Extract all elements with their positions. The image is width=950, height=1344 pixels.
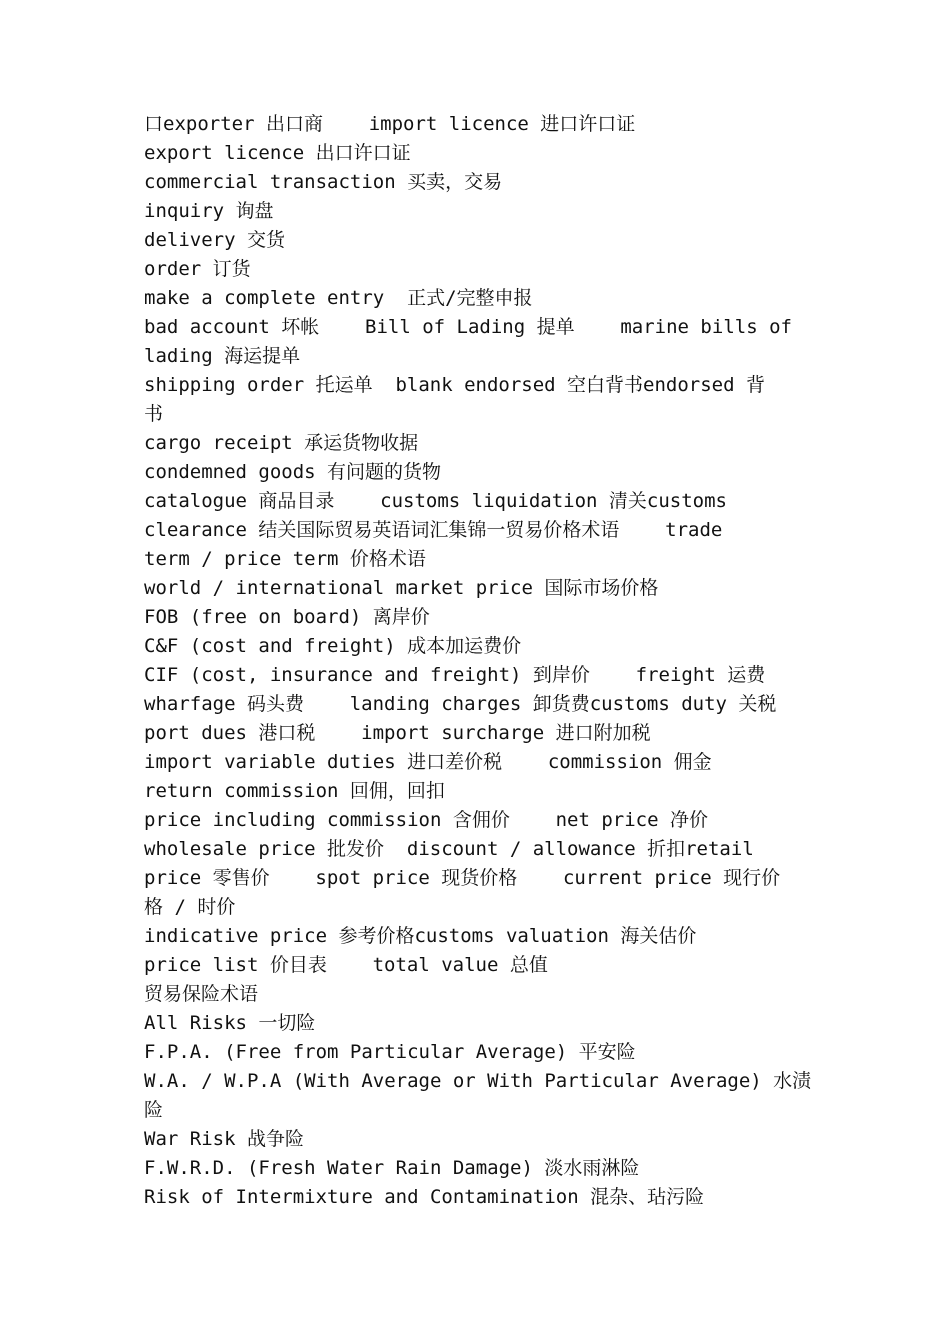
- text-line: wharfage 码头费 landing charges 卸货费customs duty 关税: [144, 693, 777, 715]
- text-line: War Risk 战争险: [144, 1128, 304, 1150]
- text-line: condemned goods 有问题的货物: [144, 461, 442, 483]
- text-line: indicative price 参考价格customs valuation 海关估价: [144, 925, 697, 947]
- text-line: All Risks 一切险: [144, 1012, 316, 1034]
- text-line: cargo receipt 承运货物收据: [144, 432, 419, 454]
- text-line: commercial transaction 买卖，交易: [144, 171, 503, 193]
- text-line: order 订货: [144, 258, 251, 280]
- document-page: [144, 110, 816, 1212]
- text-line: price 零售价 spot price 现货价格 current price 现行价: [144, 867, 781, 889]
- text-line: Risk of Intermixture and Contamination 混杂、玷污险: [144, 1186, 705, 1208]
- text-line: export licence 出口许口证: [144, 142, 411, 164]
- text-line: price including commission 含佣价 net price 净价: [144, 809, 708, 831]
- text-line: 书: [144, 403, 164, 425]
- text-line: 口exporter 出口商 import licence 进口许口证: [144, 113, 636, 135]
- text-line: shipping order 托运单 blank endorsed 空白背书endorsed 背: [144, 374, 765, 396]
- text-line: return commission 回佣，回扣: [144, 780, 445, 802]
- text-line: bad account 坏帐 Bill of Lading 提单 marine bills of: [144, 316, 792, 338]
- text-line: price list 价目表 total value 总值: [144, 954, 548, 976]
- text-line: W.A. / W.P.A (With Average or With Particular Average) 水渍: [144, 1070, 812, 1092]
- text-line: FOB (free on board) 离岸价: [144, 606, 430, 628]
- text-line: make a complete entry 正式/完整申报: [144, 287, 533, 309]
- text-line: F.P.A. (Free from Particular Average) 平安险: [144, 1041, 636, 1063]
- text-line: delivery 交货: [144, 229, 285, 251]
- text-line: 险: [144, 1099, 164, 1121]
- text-line: import variable duties 进口差价税 commission 佣金: [144, 751, 712, 773]
- text-line: F.W.R.D. (Fresh Water Rain Damage) 淡水雨淋险: [144, 1157, 640, 1179]
- text-line: lading 海运提单: [144, 345, 301, 367]
- text-line: clearance 结关国际贸易英语词汇集锦一贸易价格术语 trade: [144, 519, 723, 541]
- text-line: term / price term 价格术语: [144, 548, 426, 570]
- text-line: port dues 港口税 import surcharge 进口附加税: [144, 722, 651, 744]
- section-heading: 贸易保险术语: [144, 983, 259, 1005]
- text-line: catalogue 商品目录 customs liquidation 清关customs: [144, 490, 727, 512]
- text-line: C&F (cost and freight) 成本加运费价: [144, 635, 522, 657]
- text-line: 格 / 时价: [144, 896, 236, 918]
- text-line: world / international market price 国际市场价格: [144, 577, 659, 599]
- text-line: CIF (cost, insurance and freight) 到岸价 freight 运费: [144, 664, 766, 686]
- text-line: inquiry 询盘: [144, 200, 274, 222]
- text-line: wholesale price 批发价 discount / allowance 折扣retail: [144, 838, 754, 860]
